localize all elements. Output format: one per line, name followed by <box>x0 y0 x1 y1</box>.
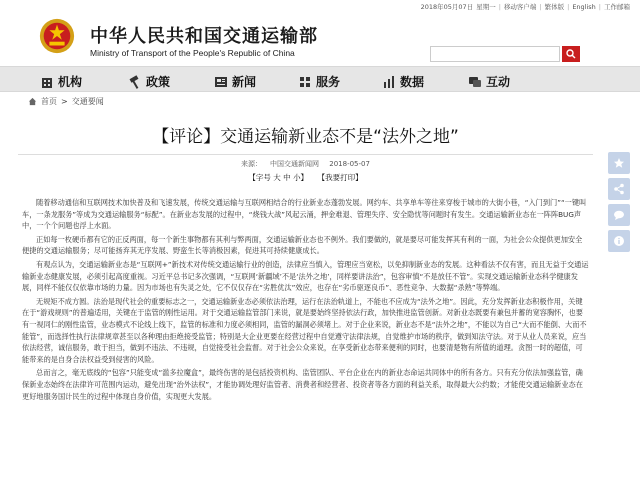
nav-item-service[interactable] <box>298 73 340 90</box>
article-paragraph: 无规矩不成方圆。法治是现代社会的重要标志之一，交通运输新业态必须依法治理，运行在法治轨道上，不能也不应成为“法外之地”。因此，充分发挥新业态积极作用，关键在于“游戏规则”的普遍适用，关键在于监管的刚性运用。对于交通运输监管部门来说，就是要始终坚持依法行政，加快推进监管创新。对新业态既要有兼包并蓄的宽容胸怀，也要有一视同仁的刚性监管，业态模式不论线上线下，监管的标准和力度必须相同，监管的漏洞必须堵上。对于企业来说，新业态不是“法外之地”，不能以为自己“大而不能倒、大而不能管”，而选择性执行法律规章甚至以各种理由拒绝接受监管；特别是大企业更要在经营过程中自觉遵守法律法规，自觉维护市场的秩序，做到知法守法。对于从业人员来说，应当依法经营，诚信服务，敢于担当，做到不违法、不违规，自觉接受社会监督。对于社会公众来说，在享受新业态带来便利的同时，也要清楚物有所值的道理。贪图一时的超值，可能带来的是自身合法权益受到侵害的风险。 <box>22 296 587 364</box>
traditional-link[interactable]: 繁体版 <box>544 3 565 11</box>
article-date: 2018-05-07 <box>329 160 370 168</box>
article-paragraph: 有观点认为，交通运输新业态是“互联网+”新技术对传统交通运输行业的创造，法律应当慎入，管理应当宽松，以免抑制新业态的发展。这种看法不仅有害，而且无益于交通运输新业态健康发展，必须引起高度重视。习近平总书记多次强调，“互联网‘新疆域’不是‘法外之地’，同样要讲法治”，包容审慎“不是放任不管”。实现交通运输新业态科学健康发展，同样不能仅仅依靠市场的力量。因为市场也有失灵之处，它不仅仅存在“劣胜优汰”效应，也存在“劣币驱逐良币”、恶性竞争、大数据“杀熟”等弊端。 <box>22 259 589 293</box>
date-text: 2018年05月07日 <box>420 3 474 11</box>
font-mid-button[interactable]: 中 <box>283 173 291 182</box>
chat-bubble-icon <box>613 209 625 221</box>
nav-item-interact[interactable] <box>468 73 510 90</box>
building-icon <box>40 75 54 89</box>
mobile-link[interactable]: 移动客户端 <box>503 3 537 11</box>
hammer-icon <box>128 75 142 89</box>
nav-label: 政策 <box>146 75 171 89</box>
article-body <box>22 197 589 402</box>
main-nav <box>0 66 640 92</box>
info-button[interactable] <box>608 230 630 252</box>
weekday-text: 星期一 <box>476 3 496 11</box>
nav-label: 服务 <box>316 75 341 89</box>
site-subtitle: Ministry of Transport of the People's Republic of China <box>90 48 295 58</box>
search-input[interactable] <box>430 46 560 62</box>
article-source: 中国交通新闻网 <box>270 160 320 168</box>
utility-bar: 2018年05月07日 星期一 | 移动客户端 | 繁体版 | English | 工作邮箱 <box>0 0 640 12</box>
article-tools <box>8 172 603 183</box>
nav-item-agency[interactable] <box>40 73 82 90</box>
article-paragraph: 正如每一枚硬币都有它的正反两面，每一个新生事物都有其利与弊两面，交通运输新业态也不例外。我们要做的，就是要尽可能发挥其有利的一面，为社会公众提供更加安全便捷的交通运输服务；尽可能扬弃其无序发展、野蛮生长等消极因素，促进其可持续健康成长。 <box>22 234 583 256</box>
article-title-row <box>18 115 593 155</box>
nav-label: 互动 <box>486 75 511 89</box>
english-link[interactable]: English <box>572 2 596 11</box>
nav-label: 数据 <box>400 75 425 89</box>
service-icon <box>298 75 312 89</box>
favorite-button[interactable] <box>608 152 630 174</box>
mail-link[interactable]: 工作邮箱 <box>604 3 630 11</box>
nav-item-policy[interactable] <box>128 73 170 90</box>
nav-item-news[interactable] <box>214 73 256 90</box>
breadcrumb-separator: > <box>61 96 68 106</box>
home-icon <box>28 97 37 106</box>
nav-item-data[interactable] <box>382 73 424 90</box>
side-toolbar <box>608 152 630 252</box>
article <box>8 115 603 404</box>
font-large-button[interactable]: 大 <box>273 173 281 182</box>
info-icon <box>613 235 625 247</box>
article-title: 【评论】交通运输新业态不是“法外之地” <box>152 127 459 147</box>
breadcrumb <box>0 92 640 110</box>
comment-button[interactable] <box>608 204 630 226</box>
site-title[interactable]: 中华人民共和国交通运输部 <box>90 26 318 47</box>
font-small-button[interactable]: 小】 <box>293 173 309 182</box>
chart-icon <box>382 75 396 89</box>
breadcrumb-current[interactable]: 交通要闻 <box>71 96 104 106</box>
search-button[interactable] <box>562 46 580 62</box>
share-button[interactable] <box>608 178 630 200</box>
print-button[interactable]: 【我要打印】 <box>317 173 363 182</box>
search-icon <box>566 49 576 59</box>
article-paragraph: 总而言之，毫无底线的“包容”只能变成“滥多拉魔盒”，最终伤害的是包括投资机构、监管团队、平台企业在内的新业态命运共同体中的所有各方。只有充分依法加强监管，确保新业态始终在法律许可范围内运动，避免出现“治外法权”，才能协调处理好监管者、消费者和经营者、投资者等各方面的利益关系，取得最大公约数；才能使交通运输新业态在更好地服务国计民生的过程中体现自身价值，实现更大发展。 <box>22 368 583 401</box>
font-size-label: 【字号 <box>248 173 271 182</box>
news-icon <box>214 75 228 89</box>
article-meta <box>8 159 603 169</box>
nav-label: 机构 <box>58 75 83 89</box>
source-label: 来源： <box>241 160 263 168</box>
national-emblem-icon[interactable] <box>38 16 76 56</box>
article-paragraph: 随着移动通信和互联网技术加快普及和飞速发展，传统交通运输与互联网相结合的行业新业态蓬勃发展。网约车、共享单车等往来穿梭于城市的大街小巷，“入门到门”“一键叫车，一条龙服务”等成为交通运输服务“标配”。在新业态发展的过程中，“烧钱大战”风起云涌，押金难退、管理失序、安全隐忧等问题时有发生。交通运输新业态在一阵阵BUG声中，一个个问题也浮上水面。 <box>22 198 587 231</box>
chat-icon <box>468 75 482 89</box>
star-icon <box>613 157 625 169</box>
site-header <box>0 12 640 66</box>
share-icon <box>613 183 625 195</box>
breadcrumb-home[interactable]: 首页 <box>41 96 57 106</box>
nav-label: 新闻 <box>232 75 257 89</box>
